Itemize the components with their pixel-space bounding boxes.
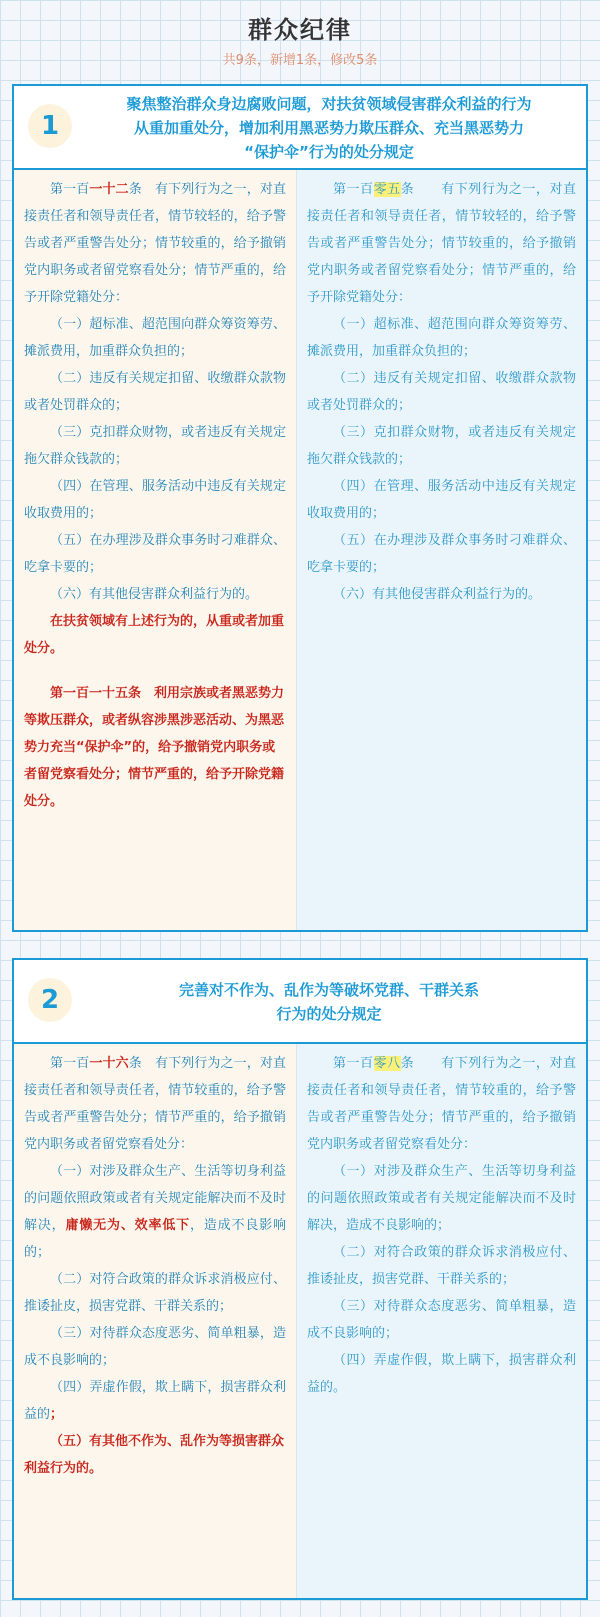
section-1-number: 1: [28, 104, 72, 148]
article-item: （四）在管理、服务活动中违反有关规定收取费用的；: [307, 479, 576, 521]
article-item: （三）对待群众态度恶劣、简单粗暴，造成不良影响的；: [307, 1299, 576, 1341]
changed-article-number: 零五: [373, 182, 401, 197]
section-1-title: [82, 92, 576, 164]
article-item: （四）弄虚作假，欺上瞒下，损害群众利益的；: [24, 1380, 286, 1422]
section-2-header: [14, 960, 586, 1044]
article-item: （四）在管理、服务活动中违反有关规定收取费用的；: [24, 479, 286, 521]
article-text: 第一百一十二条 有下列行为之一，对直接责任者和领导责任者，情节较轻的，给予警告或者严重警告处分；情节较重的，给予撤销党内职务或者留党察看处分；情节严重的，给予开除党籍处分：: [24, 182, 286, 305]
article-text: 第一百零八条 有下列行为之一，对直接责任者和领导责任者，情节较重的，给予警告或者严重警告处分；情节严重的，给予撤销党内职务或者留党察看处分：: [307, 1056, 576, 1152]
section-1-new-column: [297, 170, 586, 930]
article-text: 第一百零五条 有下列行为之一，对直接责任者和领导责任者，情节较轻的，给予警告或者严重警告处分；情节较重的，给予撤销党内职务或者留党察看处分；情节严重的，给予开除党籍处分：: [307, 182, 576, 305]
added-item: （五）有其他不作为、乱作为等损害群众利益行为的。: [24, 1434, 285, 1476]
article-item: （三）对待群众态度恶劣、简单粗暴，造成不良影响的；: [24, 1326, 286, 1368]
section-1-header: [14, 86, 586, 170]
article-text: 第一百一十六条 有下列行为之一，对直接责任者和领导责任者，情节较重的，给予警告或者严重警告处分；情节严重的，给予撤销党内职务或者留党察看处分：: [24, 1056, 286, 1152]
article-item: （五）在办理涉及群众事务时刁难群众、吃拿卡要的；: [307, 533, 576, 575]
changed-article-number: 零八: [373, 1056, 401, 1071]
section-2-old-column: [14, 1044, 297, 1598]
article-item: （二）违反有关规定扣留、收缴群众款物或者处罚群众的；: [24, 371, 286, 413]
added-phrase: 庸懒无为、效率低下: [65, 1218, 190, 1233]
section-1-old-column: [14, 170, 297, 930]
section-2-title-line: 行为的处分规定: [276, 1005, 382, 1023]
page-subtitle: 共9条，新增1条，修改5条: [222, 53, 378, 68]
article-item: （二）对符合政策的群众诉求消极应付、推诿扯皮，损害党群、干群关系的；: [24, 1272, 286, 1314]
section-2-new-column: [297, 1044, 586, 1598]
added-article: 第一百一十五条 利用宗族或者黑恶势力等欺压群众，或者纵容涉黑涉恶活动、为黑恶势力充当“保护伞”的，给予撤销党内职务或者留党察看处分；情节严重的，给予开除党籍处分。: [24, 686, 285, 809]
article-item: （一）对涉及群众生产、生活等切身利益的问题依照政策或者有关规定能解决而不及时解决，造成不良影响的；: [307, 1164, 576, 1233]
article-item: （二）对符合政策的群众诉求消极应付、推诿扯皮，损害党群、干群关系的；: [307, 1245, 576, 1287]
page-header: [0, 10, 600, 68]
section-2: [12, 958, 588, 1600]
changed-article-number: 一十二: [89, 182, 129, 197]
section-2-columns: [14, 1044, 586, 1598]
article-item: （三）克扣群众财物，或者违反有关规定拖欠群众钱款的；: [307, 425, 576, 467]
article-item: （四）弄虚作假，欺上瞒下，损害群众利益的。: [307, 1353, 576, 1395]
section-2-number: 2: [28, 978, 72, 1022]
page-title: 群众纪律: [248, 16, 352, 44]
article-item: （二）违反有关规定扣留、收缴群众款物或者处罚群众的；: [307, 371, 576, 413]
article-item: （一）超标准、超范围向群众筹资筹劳、摊派费用，加重群众负担的；: [24, 317, 286, 359]
section-2-title: [82, 978, 576, 1026]
section-1-title-line: 聚焦整治群众身边腐败问题，对扶贫领域侵害群众利益的行为: [126, 95, 532, 113]
section-1-title-line: 从重加重处分，增加利用黑恶势力欺压群众、充当黑恶势力: [133, 119, 524, 137]
article-item: （六）有其他侵害群众利益行为的。: [333, 587, 542, 602]
article-item: （六）有其他侵害群众利益行为的。: [50, 587, 259, 602]
changed-article-number: 一十六: [89, 1056, 129, 1071]
article-item: （三）克扣群众财物，或者违反有关规定拖欠群众钱款的；: [24, 425, 286, 467]
article-item: （一）超标准、超范围向群众筹资筹劳、摊派费用，加重群众负担的；: [307, 317, 576, 359]
section-2-title-line: 完善对不作为、乱作为等破坏党群、干群关系: [178, 981, 479, 999]
section-1-title-line: “保护伞”行为的处分规定: [244, 143, 414, 161]
article-item: （五）在办理涉及群众事务时刁难群众、吃拿卡要的；: [24, 533, 286, 575]
added-clause: 在扶贫领域有上述行为的，从重或者加重处分。: [24, 614, 285, 656]
section-1: [12, 84, 588, 932]
article-item: （一）对涉及群众生产、生活等切身利益的问题依照政策或者有关规定能解决而不及时解决，庸懒无为、效率低下，造成不良影响的；: [24, 1164, 286, 1260]
section-1-columns: [14, 170, 586, 930]
